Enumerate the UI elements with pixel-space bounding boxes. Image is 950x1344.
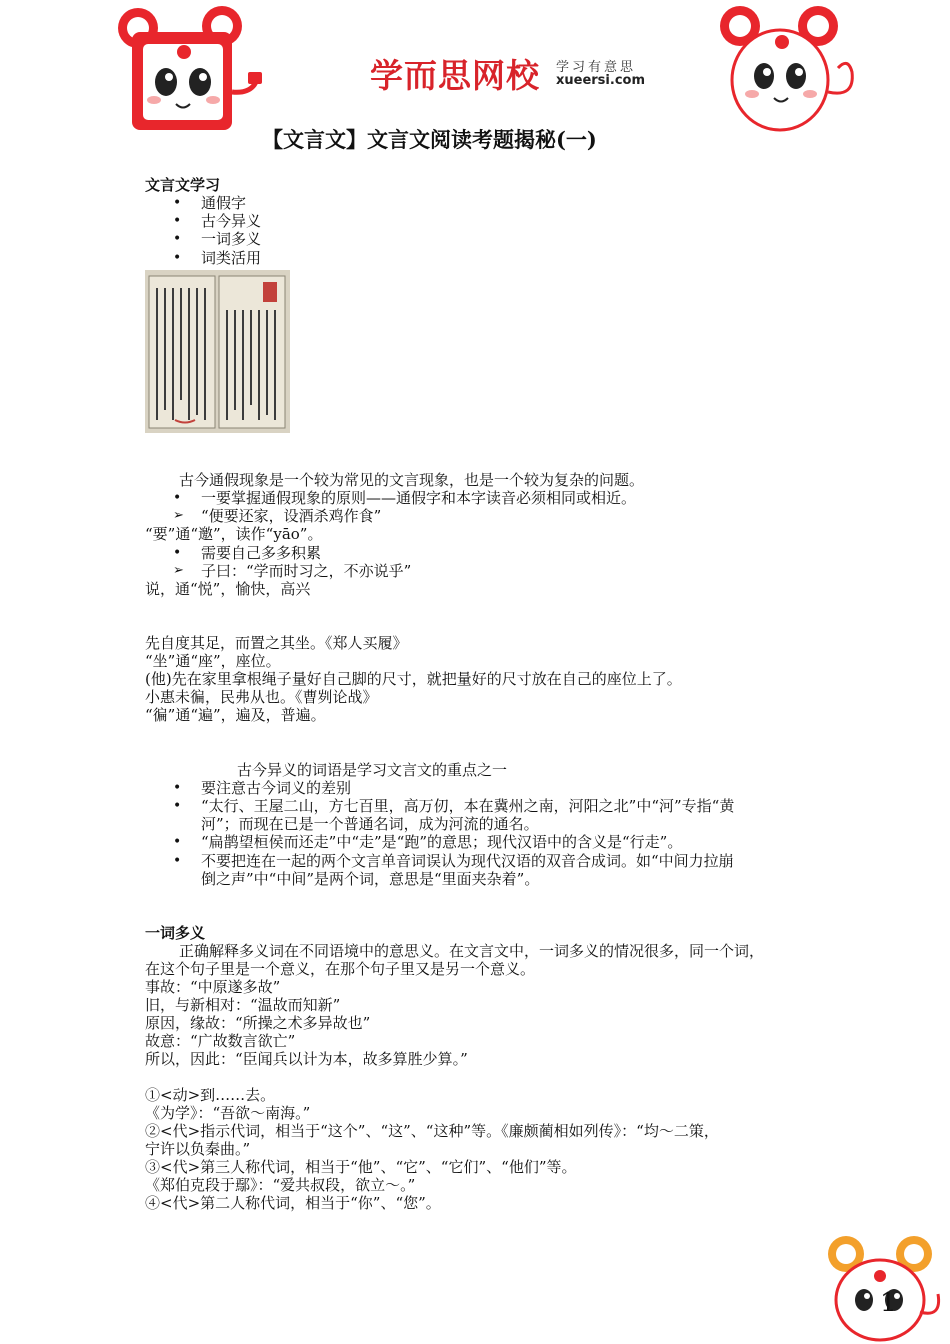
tongjia-explain: 说，通“悦”，愉快，高兴 <box>145 580 311 598</box>
zhi-line: 《为学》：“吾欲～南海。” <box>145 1104 311 1122</box>
page-number: 1 <box>880 1288 897 1318</box>
tongjia-example: “便要还家，设酒杀鸡作食” <box>201 507 382 525</box>
bullet-icon: • <box>173 195 182 211</box>
zhi-line: 《郑伯克段于鄢》：“爱共叔段，欲立～。” <box>145 1176 416 1194</box>
yici-line: 事故：“中原遂多故” <box>145 978 281 996</box>
bullet-icon: • <box>173 231 182 247</box>
zhi-line: ②<代>指示代词，相当于“这个”、“这”、“这种”等。《廉颇蔺相如列传》：“均～二策， <box>145 1122 719 1140</box>
logo-url: xueersi.com <box>556 73 646 88</box>
tongjia-bullet: 一要掌握通假现象的原则——通假字和本字读音必须相同或相近。 <box>201 489 637 507</box>
bullet-icon: • <box>173 250 182 266</box>
page-title: 【文言文】文言文阅读考题揭秘(一) <box>262 127 597 152</box>
gujin-bullet: “扁鹊望桓侯而还走”中“走”是“跑”的意思；现代汉语中的含义是“行走”。 <box>201 833 683 851</box>
gujin-lead: 古今异义的词语是学习文言文的重点之一 <box>237 761 508 779</box>
zhi-line: ③<代>第三人称代词，相当于“他”、“它”、“它们”、“他们”等。 <box>145 1158 577 1176</box>
gujin-bullet: “太行、王屋二山，方七百里，高万仞，本在冀州之南，河阳之北”中“河”专指“黄 <box>201 797 735 815</box>
tongjia-line: 先自度其足，而置之其坐。《郑人买履》 <box>145 634 408 652</box>
arrow-bullet-icon: ➢ <box>173 508 184 523</box>
bullet-icon: • <box>173 834 182 850</box>
ancient-book-image <box>145 270 290 433</box>
bullet-icon: • <box>173 780 182 796</box>
intro-item: 通假字 <box>201 194 247 212</box>
mascot-round-icon <box>710 2 870 137</box>
intro-item: 古今异义 <box>201 212 262 230</box>
yici-line: 原因，缘故：“所操之术多异故也” <box>145 1014 371 1032</box>
gujin-bullet: 不要把连在一起的两个文言单音词误认为现代汉语的双音合成词。如“中间力拉崩 <box>201 852 734 870</box>
yici-para: 正确解释多义词在不同语境中的意思义。在文言文中，一词多义的情况很多，同一个词， <box>179 942 765 960</box>
tongjia-line: (他)先在家里拿根绳子量好自己脚的尺寸，就把量好的尺寸放在自己的座位上了。 <box>145 670 682 688</box>
gujin-bullet: 要注意古今词义的差别 <box>201 779 352 797</box>
gujin-bullet-cont: 河”；而现在已是一个普通名词，成为河流的通名。 <box>201 815 539 833</box>
zhi-line: 宁许以负秦曲。” <box>145 1140 251 1158</box>
intro-item: 一词多义 <box>201 230 262 248</box>
bullet-icon: • <box>173 853 182 869</box>
logo-main-text: 学而思网校 <box>370 56 540 95</box>
tongjia-line: 小惠未徧，民弗从也。《曹刿论战》 <box>145 688 378 706</box>
mascot-footer-icon <box>818 1232 948 1342</box>
tongjia-bullet: 需要自己多多积累 <box>201 544 322 562</box>
bullet-icon: • <box>173 490 182 506</box>
zhi-line: ①<动>到……去。 <box>145 1086 276 1104</box>
yici-para: 在这个句子里是一个意义，在那个句子里又是另一个意义。 <box>145 960 536 978</box>
tongjia-explain: “要”通“邀”，读作“yāo”。 <box>145 525 323 543</box>
section-heading-intro: 文言文学习 <box>145 176 221 194</box>
bullet-icon: • <box>173 545 182 561</box>
logo-slogan: 学习有意思 <box>556 60 637 75</box>
yici-line: 所以，因此：“臣闻兵以计为本，故多算胜少算。” <box>145 1050 468 1068</box>
zhi-line: ④<代>第二人称代词，相当于“你”、“您”。 <box>145 1194 441 1212</box>
tongjia-line: “徧”通“遍”，遍及，普遍。 <box>145 706 326 724</box>
yici-line: 故意：“广故数言欲亡” <box>145 1032 296 1050</box>
tongjia-line: “坐”通“座”，座位。 <box>145 652 281 670</box>
mascot-square-icon <box>110 2 270 137</box>
gujin-bullet-cont: 倒之声”中“中间”是两个词，意思是“里面夹杂着”。 <box>201 870 540 888</box>
bullet-icon: • <box>173 798 182 814</box>
tongjia-lead: 古今通假现象是一个较为常见的文言现象，也是一个较为复杂的问题。 <box>179 471 645 489</box>
tongjia-example: 子曰：“学而时习之，不亦说乎” <box>201 562 412 580</box>
section-heading-yici: 一词多义 <box>145 924 206 942</box>
yici-line: 旧，与新相对：“温故而知新” <box>145 996 341 1014</box>
bullet-icon: • <box>173 213 182 229</box>
arrow-bullet-icon: ➢ <box>173 563 184 578</box>
intro-item: 词类活用 <box>201 249 262 267</box>
